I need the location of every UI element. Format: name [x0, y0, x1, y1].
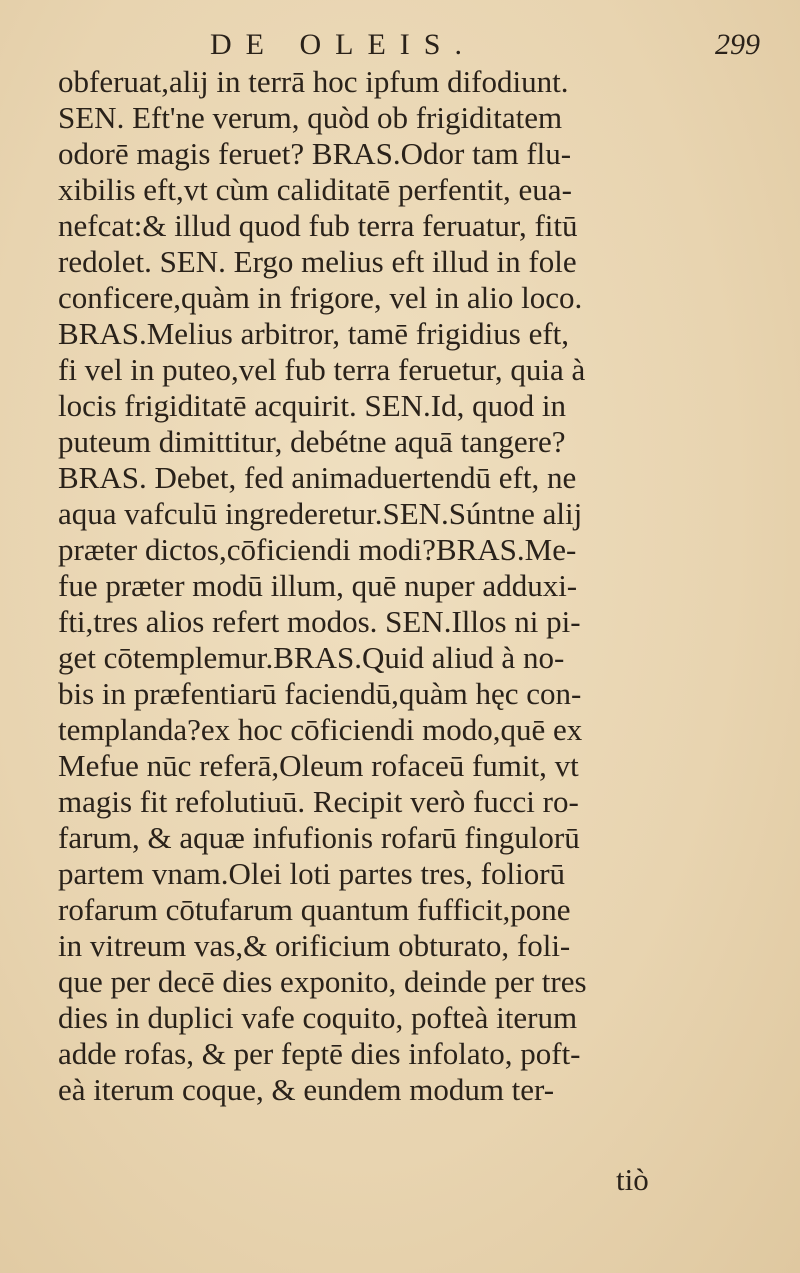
text-line: BRAS.Melius arbitror, tamē frigidius eft,	[58, 316, 570, 351]
body-text	[58, 64, 670, 1108]
text-line: fue præter modū illum, quē nuper adduxi-	[58, 568, 578, 603]
text-line: templanda?ex hoc cōficiendi modo,quē ex	[58, 712, 583, 747]
text-line: rofarum cōtufarum quantum fufficit,pone	[58, 892, 571, 927]
page-number: 299	[715, 28, 760, 61]
running-title: DE OLEIS.	[210, 28, 476, 61]
text-line: adde rofas, & per feptē dies infolato, poft-	[58, 1036, 581, 1071]
text-line: eà iterum coque, & eundem modum ter-	[58, 1072, 555, 1107]
text-line: obferuat,alij in terrā hoc ipfum difodiunt.	[58, 64, 569, 99]
text-line: nefcat:& illud quod fub terra feruatur, fitū	[58, 208, 578, 243]
text-line: que per decē dies exponito, deinde per tres	[58, 964, 587, 999]
text-line: in vitreum vas,& orificium obturato, foli-	[58, 928, 571, 963]
text-line: præter dictos,cōficiendi modi?BRAS.Me-	[58, 532, 577, 567]
text-line: partem vnam.Olei loti partes tres, foliorū	[58, 856, 566, 891]
text-line: redolet. SEN. Ergo melius eft illud in fole	[58, 244, 577, 279]
text-line: dies in duplici vafe coquito, pofteà iterum	[58, 1000, 578, 1035]
text-line: farum, & aquæ infufionis rofarū fingulorū	[58, 820, 580, 855]
text-line: fi vel in puteo,vel fub terra feruetur, quia à	[58, 352, 586, 387]
text-line: BRAS. Debet, fed animaduertendū eft, ne	[58, 460, 577, 495]
text-line: fti,tres alios refert modos. SEN.Illos ni pi-	[58, 604, 581, 639]
catchword: tiò	[616, 1162, 649, 1197]
page-header	[60, 28, 760, 64]
text-line: puteum dimittitur, debétne aquā tangere?	[58, 424, 566, 459]
text-line: get cōtemplemur.BRAS.Quid aliud à no-	[58, 640, 565, 675]
text-line: bis in præfentiarū faciendū,quàm hęc con-	[58, 676, 582, 711]
text-line: aqua vafculū ingrederetur.SEN.Súntne alij	[58, 496, 583, 531]
text-line: conficere,quàm in frigore, vel in alio loco.	[58, 280, 583, 315]
text-line: odorē magis feruet? BRAS.Odor tam flu-	[58, 136, 572, 171]
text-line: Mefue nūc referā,Oleum rofaceū fumit, vt	[58, 748, 579, 783]
text-line: magis fit refolutiuū. Recipit verò fucci ro-	[58, 784, 579, 819]
text-line: xibilis eft,vt cùm caliditatē perfentit, eua-	[58, 172, 572, 207]
text-line: locis frigiditatē acquirit. SEN.Id, quod in	[58, 388, 566, 423]
text-line: SEN. Eft'ne verum, quòd ob frigiditatem	[58, 100, 563, 135]
